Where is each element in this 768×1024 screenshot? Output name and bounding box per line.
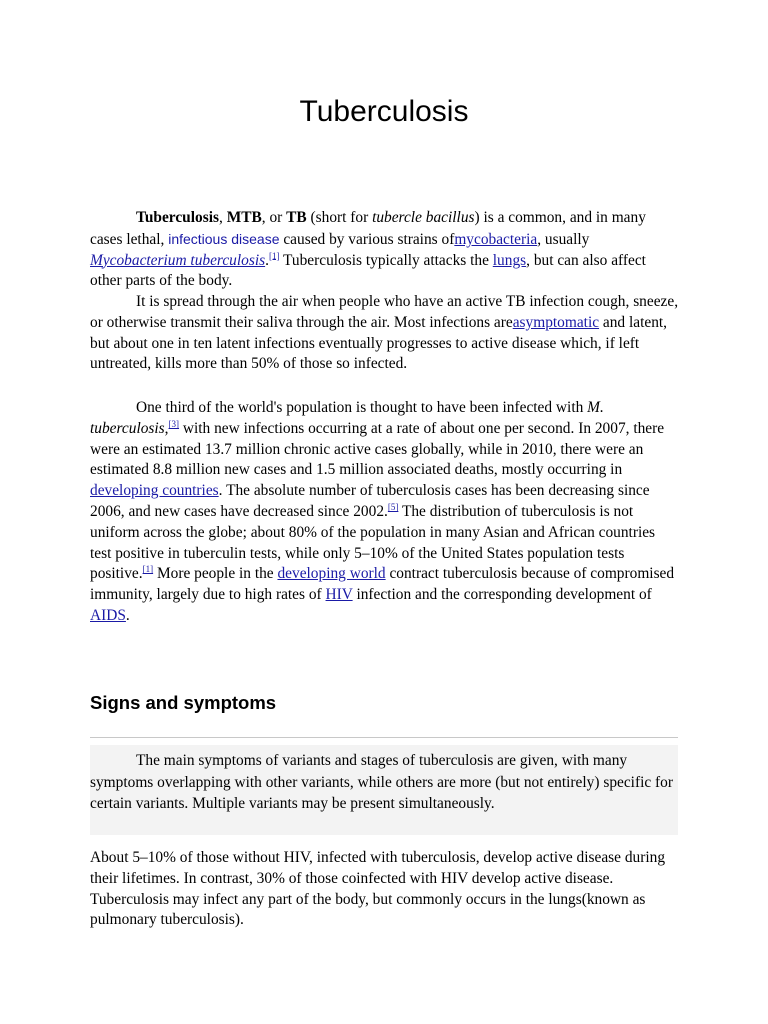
symptoms-summary-text: The main symptoms of variants and stages of tuberculosis are given, with many symptoms overlapping with other variants, while others are more (but not entirely) specific for certain variants. Multiple variants may be present simultaneously. [90, 752, 673, 812]
page-title: Tuberculosis [299, 95, 469, 128]
link-hiv[interactable]: HIV [325, 586, 353, 604]
link-developing-world[interactable]: developing world [277, 565, 386, 583]
population-paragraph: One third of the world's population is thought to have been infected with M. tuberculosis,[3] with new infections occurring at a rate of about one per second. In 2007, there were an estimated 13.7 million chronic active cases globally, while in 2010, there were an estimated 8.8 million new cases and 1.5 million associated deaths, mostly occurring in developing countries. The absolute number of tuberculosis cases has been decreasing since 2006, and new cases have decreased since 2002.[5] The distribution of tuberculosis is not uniform across the globe; about 80% of the population in many Asian and African countries test positive in tuberculin tests, while only 5–10% of the United States population tests positive.[1] More people in the developing world contract tuberculosis because of compromised immunity, largely due to high rates of HIV infection and the corresponding development of AIDS. [90, 399, 675, 624]
link-developing-countries[interactable]: developing countries [90, 482, 219, 500]
link-asymptomatic[interactable]: asymptomatic [512, 313, 600, 331]
section-heading-signs-symptoms: Signs and symptoms [90, 692, 277, 713]
intro-paragraph: Tuberculosis, MTB, or TB (short for tubercle bacillus) is a common, and in many cases lethal, infectious disease caused by various strains ofmycobacteria, usually Mycobacterium tuberculosis.[1] Tuberculosis typically attacks the lungs, but can also affect other parts of the body. [90, 209, 646, 290]
term-m-tuberculosis: M. tuberculosis [90, 399, 604, 437]
term-tb: TB [286, 209, 307, 226]
link-mycobacteria[interactable]: mycobacteria [454, 230, 538, 248]
term-tubercle-bacillus: tubercle bacillus [372, 209, 475, 226]
link-infectious-disease[interactable]: infectious disease [168, 230, 280, 247]
reference-1b[interactable]: [1] [142, 564, 154, 575]
reference-5[interactable]: [5] [387, 501, 399, 512]
symptoms-summary-box [90, 745, 678, 835]
spread-paragraph: It is spread through the air when people who have an active TB infection cough, sneeze, or otherwise transmit their saliva through the air. Most infections areasymptomatic and latent, but about one in ten latent infections eventually progresses to active disease which, if left untreated, kills more than 50% of those so infected. [90, 293, 679, 373]
reference-1[interactable]: [1] [268, 250, 280, 261]
hiv-paragraph-text: About 5–10% of those without HIV, infected with tuberculosis, develop active disease during their lifetimes. In contrast, 30% of those coinfected with HIV develop active disease. Tuberculosis may infect any part of the body, but commonly occurs in the lungs(known as pulmonary tuberculosis). [90, 849, 666, 929]
term-mtb: MTB [226, 209, 262, 226]
section-divider [90, 737, 678, 738]
term-tuberculosis: Tuberculosis [136, 209, 219, 226]
link-mycobacterium-tuberculosis[interactable]: Mycobacterium tuberculosis [90, 251, 266, 269]
link-lungs[interactable]: lungs [492, 251, 527, 269]
hiv-paragraph [90, 848, 680, 931]
reference-3[interactable]: [3] [168, 418, 180, 429]
link-aids[interactable]: AIDS [90, 606, 126, 624]
